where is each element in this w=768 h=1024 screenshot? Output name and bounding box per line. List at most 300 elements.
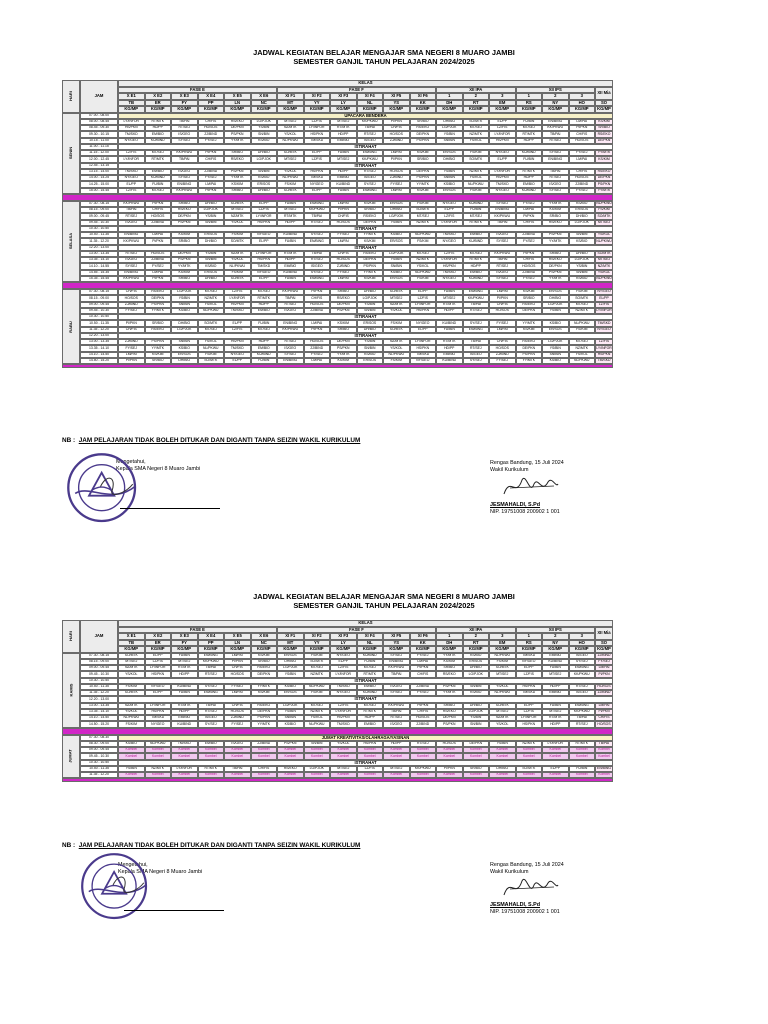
subject-cell: NL/PKWU <box>596 201 612 206</box>
subject-cell: NZ/MTK <box>463 131 490 137</box>
subject-cell: RT/MTK <box>145 156 172 162</box>
subject-cell: MT/SEJ <box>516 125 543 131</box>
subject-cell: EM/BIO <box>542 653 569 659</box>
subject-cell: LG/PJOK <box>436 125 463 131</box>
signature-title: Wakil Kurikulum <box>490 467 529 474</box>
subject-cell: PI/PKN <box>145 238 172 244</box>
subject-cell: LM/PAI <box>595 665 613 671</box>
subject-cell: LZ/FIS <box>251 207 278 213</box>
subject-cell: NZ/MTK <box>410 257 437 263</box>
subject-cell: LG/PJOK <box>542 339 569 345</box>
subject-cell: SY/SEJ <box>463 320 490 326</box>
so-label: SO <box>595 100 613 107</box>
subject-cell: LG/PJOK <box>277 703 304 709</box>
subject-cell: LZ/FIS <box>118 188 145 194</box>
subject-cell: HO/SOS <box>489 345 516 351</box>
subject-cell: LG/PJOK <box>383 213 410 219</box>
subject-cell: FY/SEJ <box>304 352 331 358</box>
subject-cell: PS/PKN <box>171 220 198 226</box>
subject-cell: SR/BIO <box>436 665 463 671</box>
subject-cell: KS/BIO <box>251 175 278 181</box>
subject-cell: EM/BIO <box>171 715 198 721</box>
subject-cell: CH/FIS <box>516 257 543 263</box>
subject-cell: SN/BIN <box>383 263 410 269</box>
signature-line <box>124 910 224 911</box>
kombel-cell: Kombel <box>489 772 516 778</box>
subject-cell: EL/PP <box>410 289 437 295</box>
time-slot: 12.20 - 13.00 <box>80 333 118 339</box>
subject-cell: MT/SEJ <box>489 709 516 715</box>
subject-cell: YS/BIN <box>357 339 384 345</box>
subject-cell: NL/PKWU <box>198 308 225 314</box>
subject-cell: MT/SEJ <box>357 665 384 671</box>
subject-cell: ZJ/BIND <box>410 721 437 727</box>
time-slot: 13.00 - 13.35 <box>80 703 118 709</box>
subject-cell: LG/PJOK <box>198 207 225 213</box>
so-label: SO <box>595 640 613 647</box>
subject-cell: RS/EKO <box>542 220 569 226</box>
subject-cell: YY/MTK <box>516 358 543 364</box>
subject-cell: KU/BIND <box>277 270 304 276</box>
time-slot: 14.10 - 14.50 <box>80 715 118 721</box>
subject-cell: FS/KIM <box>277 181 304 187</box>
subject-cell: NL/PKWU <box>145 741 172 747</box>
walas-code: FY <box>171 100 198 107</box>
school-stamp <box>80 852 148 925</box>
subject-cell: KK/PKWU <box>569 709 596 715</box>
subject-cell: NZ/MTK <box>277 125 304 131</box>
walas-code: TB <box>118 640 145 647</box>
subject-cell: ER/SOS <box>436 150 463 156</box>
note-text: JAM PELAJARAN TIDAK BOLEH DITUKAR DAN DIGANTI TANPA SEIZIN WAKIL KURIKULUM <box>78 437 361 444</box>
subject-cell: FY/SEJ <box>330 232 357 238</box>
subject-cell: MT/SEJ <box>542 671 569 677</box>
subject-cell: RT/SEJ <box>383 715 410 721</box>
subject-cell: KS/BIO <box>569 238 596 244</box>
subject-cell: PS/PKN <box>410 138 437 144</box>
subject-cell: TB/PAI <box>171 119 198 125</box>
kombel-cell: Kombel <box>516 747 543 753</box>
subject-cell: HD/PP <box>145 125 172 131</box>
subject-cell: RS/EKO <box>251 665 278 671</box>
subject-cell: NY/GEO <box>595 289 613 295</box>
subject-cell: KS/KIM <box>330 358 357 364</box>
subject-cell: SO/MTK <box>277 188 304 194</box>
subject-cell: KK/PKWU <box>357 119 384 125</box>
subject-cell: KS/KIM <box>251 653 278 659</box>
subject-cell: NY/GEO <box>410 320 437 326</box>
kombel-cell: Kombel <box>171 747 198 753</box>
class-name: 2 <box>463 633 490 640</box>
subject-cell: SY/SEJ <box>277 352 304 358</box>
subject-cell: DE/PKN <box>516 308 543 314</box>
subject-cell: YY/MTK <box>436 690 463 696</box>
subject-cell: FY/SEJ <box>224 684 251 690</box>
subject-cell: ZJ/BIND <box>569 181 596 187</box>
subject-cell: HO/SOS <box>569 138 596 144</box>
subject-cell: EN/BING <box>171 181 198 187</box>
subject-cell: SY/SEJ <box>171 138 198 144</box>
subject-cell: MT/SEJ <box>171 659 198 665</box>
subject-cell: YY/MTK <box>171 263 198 269</box>
subject-cell: PI/PKN <box>383 119 410 125</box>
subject-cell: KS/KIM <box>357 276 384 282</box>
walas-code: LY <box>330 100 357 107</box>
kombel-cell: Kombel <box>224 772 251 778</box>
signature-nip: NIP. 19751008 200902 1 001 <box>490 909 560 916</box>
subject-cell: HS/PKN <box>410 308 437 314</box>
kombel-cell: Kombel <box>198 747 225 753</box>
kelas-header: KELAS <box>118 620 613 627</box>
subject-cell: KS/BIO <box>277 684 304 690</box>
subject-cell: SY/SEJ <box>198 721 225 727</box>
subject-cell: HO/SOS <box>224 671 251 677</box>
subject-cell: NL/PKWU <box>224 263 251 269</box>
subject-cell: EN/BING <box>277 320 304 326</box>
subject-cell: IS/GEO <box>542 181 569 187</box>
break-row: ISTIRAHAT <box>118 144 613 150</box>
kgmp-label: KG/MP <box>516 646 543 653</box>
subject-cell: HS/PKN <box>304 131 331 137</box>
subject-cell: DE/PKN <box>145 295 172 301</box>
subject-cell: YY/MTK <box>516 320 543 326</box>
subject-cell: TB/PAI <box>595 741 613 747</box>
class-name: 1 <box>436 633 463 640</box>
subject-cell: PS/PKN <box>357 263 384 269</box>
subject-cell: SO/MTK <box>569 295 596 301</box>
class-name: XI F5 <box>383 93 410 100</box>
subject-cell: TM/SKD <box>118 131 145 137</box>
subject-cell: MT/SEJ <box>357 703 384 709</box>
fase-f-header: FASE F <box>277 627 436 634</box>
magenta-separator <box>62 728 613 735</box>
subject-cell: SN/BIN <box>357 308 384 314</box>
subject-cell: YY/MTK <box>542 201 569 207</box>
subject-cell: ZJ/BIND <box>330 263 357 269</box>
subject-cell: RT/MTK <box>516 131 543 137</box>
subject-cell: KK/PKWU <box>118 238 145 244</box>
kombel-cell: Kombel <box>357 753 384 759</box>
kombel-cell: Kombel <box>277 753 304 759</box>
subject-cell: PS/PKN <box>251 715 278 721</box>
subject-cell: MT/SEJ <box>277 207 304 213</box>
subject-cell: KK/PKWU <box>277 327 304 333</box>
subject-cell: RS/EKO <box>516 302 543 308</box>
subject-cell: MT/SEJ <box>569 339 596 345</box>
subject-cell: FU/BIN <box>542 665 569 671</box>
subject-cell: CH/FIS <box>330 251 357 257</box>
subject-cell: EL/PP <box>304 188 331 194</box>
subject-cell: MT/SEJ <box>489 671 516 677</box>
class-name: X E4 <box>198 633 225 640</box>
subject-cell: NY/GEO <box>118 138 145 144</box>
subject-cell: TM/SKD <box>171 741 198 747</box>
subject-cell: ZJ/BIND <box>304 308 331 314</box>
subject-cell: CH/FIS <box>569 169 596 175</box>
subject-cell: KU/BIND <box>357 690 384 696</box>
kombel-cell: Kombel <box>383 747 410 753</box>
break-row: ISTIRAHAT <box>118 760 613 766</box>
subject-cell: HO/SOS <box>224 709 251 715</box>
subject-cell: KU/BIND <box>251 352 278 358</box>
time-slot: 10.30 - 10.50 <box>80 226 118 232</box>
subject-cell: YS/BIN <box>463 715 490 721</box>
walas-code: NY <box>542 640 569 647</box>
walas-code: YY <box>304 640 331 647</box>
kombel-cell: Kombel <box>357 772 384 778</box>
walas-code: NC <box>251 640 278 647</box>
subject-cell: CH/FIS <box>224 703 251 709</box>
subject-cell: KK/PKWU <box>463 295 490 301</box>
kgmp-label: KG/MP <box>251 646 278 653</box>
walas-code: NC <box>251 100 278 107</box>
time-slot: 12.00 - 12.45 <box>80 156 118 162</box>
subject-cell: LM/PAI <box>304 358 331 364</box>
subject-cell: EL/PP <box>251 276 278 282</box>
subject-cell: RS/EKO <box>145 289 172 295</box>
subject-cell: HS/PKN <box>330 715 357 721</box>
subject-cell: HS/PKN <box>516 684 543 690</box>
subject-cell: MT/SEJ <box>145 188 172 194</box>
time-slot: 08.15 - 09.00 <box>80 207 118 213</box>
special-row: JUMAT KREATIVITAS/OLAHRAGA/YASINAN <box>118 735 613 741</box>
subject-cell: YY/MTK <box>224 175 251 181</box>
subject-cell: ER/SOS <box>569 207 596 213</box>
kombel-cell: Kombel <box>463 747 490 753</box>
subject-cell: RT/MTK <box>436 302 463 308</box>
kgmp-label: KG/MP <box>569 646 596 653</box>
subject-cell: DE/PKN <box>251 709 278 715</box>
time-slot: 08.15 - 09.00 <box>80 659 118 665</box>
subject-cell: NL/PKWU <box>569 320 596 326</box>
subject-cell: EL/PP <box>542 766 569 772</box>
subject-cell: LM/PAI <box>145 270 172 276</box>
subject-cell: IS/GEO <box>171 131 198 137</box>
subject-cell: PS/PKN <box>330 345 357 351</box>
subject-cell: PI/PKN <box>118 358 145 364</box>
subject-cell: LZ/FIS <box>516 709 543 715</box>
subject-cell: HS/PKN <box>145 709 172 715</box>
time-slot: 12.20 - 13.00 <box>80 696 118 702</box>
subject-cell: IS/GEO <box>171 169 198 175</box>
subject-cell: PS/PKN <box>542 270 569 276</box>
kgmp-label: KG/MP <box>542 106 569 113</box>
subject-cell: NL/PKWU <box>596 238 612 243</box>
subject-cell: YS/BIN <box>569 263 596 269</box>
time-slot: 11.35 - 12.20 <box>80 772 118 778</box>
subject-cell: LG/PJOK <box>383 251 410 257</box>
subject-cell: DE/PKN <box>516 345 543 351</box>
subject-cell: FS/KIM <box>198 352 225 358</box>
subject-cell: NZ/MTK <box>410 220 437 226</box>
subject-cell: EM/BIO <box>145 169 172 175</box>
subject-cell: FY/SEJ <box>569 150 596 156</box>
subject-cell: KS/BIO <box>569 276 596 282</box>
subject-cell: DE/PKN <box>330 302 357 308</box>
subject-cell: IS/GEO <box>383 684 410 690</box>
kgmp-label: KG/MP <box>145 106 172 113</box>
subject-cell: EN/BING <box>198 653 225 659</box>
subject-cell: IS/GEO <box>489 270 516 276</box>
subject-cell: CH/FIS <box>383 125 410 131</box>
time-slot: 13.00 - 13.35 <box>80 251 118 257</box>
walas-code: DH <box>436 100 463 107</box>
subject-cell: LZ/FIS <box>516 671 543 677</box>
time-slot: 09.00 - 09.45 <box>80 213 118 219</box>
subject-cell: SY/SEJ <box>489 238 516 244</box>
subject-cell: FU/BIN <box>436 327 463 333</box>
subject-cell: TM/SKD <box>145 715 172 721</box>
kgmp-label: KG/MP <box>436 106 463 113</box>
subject-cell: LY/INFOR <box>304 125 331 131</box>
subject-cell: HS/PKN <box>145 671 172 677</box>
subject-cell: HO/SOS <box>304 339 331 345</box>
subject-cell: EM/BIO <box>436 352 463 358</box>
subject-cell: YY/MTK <box>145 345 172 351</box>
subject-cell: ZJ/BIND <box>118 302 145 308</box>
time-slot: 14.00 - 14.25 <box>80 175 118 181</box>
subject-cell: MT/SEJ <box>595 220 613 226</box>
class-name: XI F3 <box>330 633 357 640</box>
subject-cell: RT/MTK <box>145 119 172 125</box>
subject-cell: PI/PKN <box>224 659 251 665</box>
subject-cell: KK/PKWU <box>542 125 569 131</box>
subject-cell: ER/SOS <box>436 188 463 194</box>
kombel-cell: Kombel <box>145 772 172 778</box>
subject-cell: NZ/MTK <box>489 715 516 721</box>
subject-cell: RT/MTK <box>357 709 384 715</box>
subject-cell: RT/SEJ <box>277 339 304 345</box>
note: NB : JAM PELAJARAN TIDAK BOLEH DITUKAR DAN DIGANTI TANPA SEIZIN WAKIL KURIKULUM <box>62 437 361 444</box>
subject-cell: LZ/FIS <box>330 703 357 709</box>
subject-cell: HD/PP <box>171 671 198 677</box>
kgmp-label: KG/MP <box>357 106 384 113</box>
subject-cell: EL/PP <box>251 201 278 207</box>
time-slot: 08.45 - 09.30 <box>80 125 118 131</box>
subject-cell: ZJ/BIND <box>251 741 278 747</box>
subject-cell: LY/INFOR <box>145 703 172 709</box>
subject-cell: YS/KOL <box>118 671 145 677</box>
subject-cell: CH/FIS <box>569 131 596 137</box>
subject-cell: RS/EKO <box>277 766 304 772</box>
subject-cell: SR/BIO <box>410 119 437 125</box>
special-row: UPACARA BENDERA <box>118 113 613 119</box>
signature-nip: NIP. 19751008 200902 1 001 <box>490 509 560 516</box>
kombel-cell: Kombel <box>542 747 569 753</box>
subject-cell: MT/SEJ <box>251 289 278 295</box>
subject-cell: EN/BING <box>463 289 490 295</box>
subject-cell: SR/BIO <box>542 213 569 219</box>
class-name: XI F4 <box>357 93 384 100</box>
subject-cell: MT/SEJ <box>542 709 569 715</box>
subject-cell: SY/SEJ <box>357 181 384 187</box>
subject-cell: NY/GEO <box>304 181 331 187</box>
subject-cell: RS/EKO <box>251 703 278 709</box>
subject-cell: LM/PAI <box>198 181 225 187</box>
kgmp-label: KG/MP <box>595 646 613 653</box>
subject-cell: CH/FIS <box>410 709 437 715</box>
subject-cell: LY/INFOR <box>118 119 145 125</box>
subject-cell: ER/SOS <box>383 238 410 244</box>
time-slot: 15.00 - 15.45 <box>80 188 118 194</box>
subject-cell: RS/EKO <box>171 207 198 213</box>
subject-cell: FY/SEJ <box>569 188 596 194</box>
walas-code: YS <box>383 100 410 107</box>
subject-cell: LZ/FIS <box>118 150 145 156</box>
subject-cell: LM/PAI <box>383 150 410 156</box>
class-name: 1 <box>516 633 543 640</box>
subject-cell: FU/BIN <box>330 188 357 194</box>
subject-cell: SY/SEJ <box>489 201 516 207</box>
subject-cell: SY/SEJ <box>304 270 331 276</box>
subject-cell: MT/SEJ <box>224 207 251 213</box>
subject-cell: SN/BIN <box>569 270 596 276</box>
subject-cell: SY/SEJ <box>463 358 490 364</box>
subject-cell: DH/BIO <box>489 766 516 772</box>
subject-cell: EL/PP <box>145 653 172 659</box>
subject-cell: KS/KIM <box>516 289 543 295</box>
class-name: X E3 <box>171 93 198 100</box>
subject-cell: LY/INFOR <box>330 671 357 677</box>
subject-cell: TM/SKD <box>595 320 613 326</box>
subject-cell: EN/BING <box>304 201 331 207</box>
note: NB : JAM PELAJARAN TIDAK BOLEH DITUKAR DAN DIGANTI TANPA SEIZIN WAKIL KURIKULUM <box>62 842 361 849</box>
subject-cell: DH/BIO <box>171 320 198 326</box>
subject-cell: SR/BIO <box>171 238 198 244</box>
subject-cell: EL/PP <box>118 181 145 187</box>
subject-cell: EN/BING <box>198 690 225 696</box>
subject-cell: NZ/MTK <box>383 302 410 308</box>
subject-cell: HO/SOS <box>516 263 543 269</box>
time-slot: 12.20 - 13.00 <box>80 245 118 251</box>
subject-cell: PI/PKN <box>595 671 613 677</box>
subject-cell: EL/PP <box>410 327 437 333</box>
subject-cell: LM/PAI <box>224 690 251 696</box>
signature-date: Rengas Bandung, 15 Juli 2024 <box>490 862 564 868</box>
subject-cell: LZ/FIS <box>595 302 613 308</box>
subject-cell: KU/BIND <box>463 238 490 244</box>
subject-cell: SN/BIN <box>251 169 278 175</box>
subject-cell: LZ/FIS <box>304 156 331 162</box>
subject-cell: YS/BIN <box>277 709 304 715</box>
time-slot: 11.00 - 11.15 <box>80 144 118 150</box>
subject-cell: CH/FIS <box>330 213 357 219</box>
subject-cell: TB/PAI <box>542 131 569 137</box>
day-label: SENIN <box>62 113 80 194</box>
subject-cell: FS/KIM <box>569 327 596 333</box>
walas-code: LN <box>224 640 251 647</box>
subject-cell: CH/FIS <box>118 327 145 333</box>
signature-label: Mengetahui, <box>118 862 148 868</box>
kombel-cell: Kombel <box>251 753 278 759</box>
subject-cell: CH/FIS <box>118 289 145 295</box>
subject-cell: HS/PKN <box>489 175 516 181</box>
kombel-cell: Kombel <box>224 747 251 753</box>
class-name: 3 <box>569 93 596 100</box>
subject-cell: TM/SKD <box>436 270 463 276</box>
class-name: 2 <box>463 93 490 100</box>
xii-ips-header: XII IPS <box>516 87 596 94</box>
subject-cell: FS/KIM <box>595 207 613 213</box>
subject-cell: SY/SEJ <box>304 232 331 238</box>
signature-name: JESMAHALDI, S.Pd <box>490 901 541 908</box>
subject-cell: LM/PAI <box>145 232 172 238</box>
subject-cell: MT/SEJ <box>330 119 357 125</box>
subject-cell: LZ/FIS <box>357 766 384 772</box>
subject-cell: KU/BIND <box>516 188 543 194</box>
subject-cell: CH/FIS <box>489 339 516 345</box>
subject-cell: MT/SEJ <box>277 156 304 162</box>
